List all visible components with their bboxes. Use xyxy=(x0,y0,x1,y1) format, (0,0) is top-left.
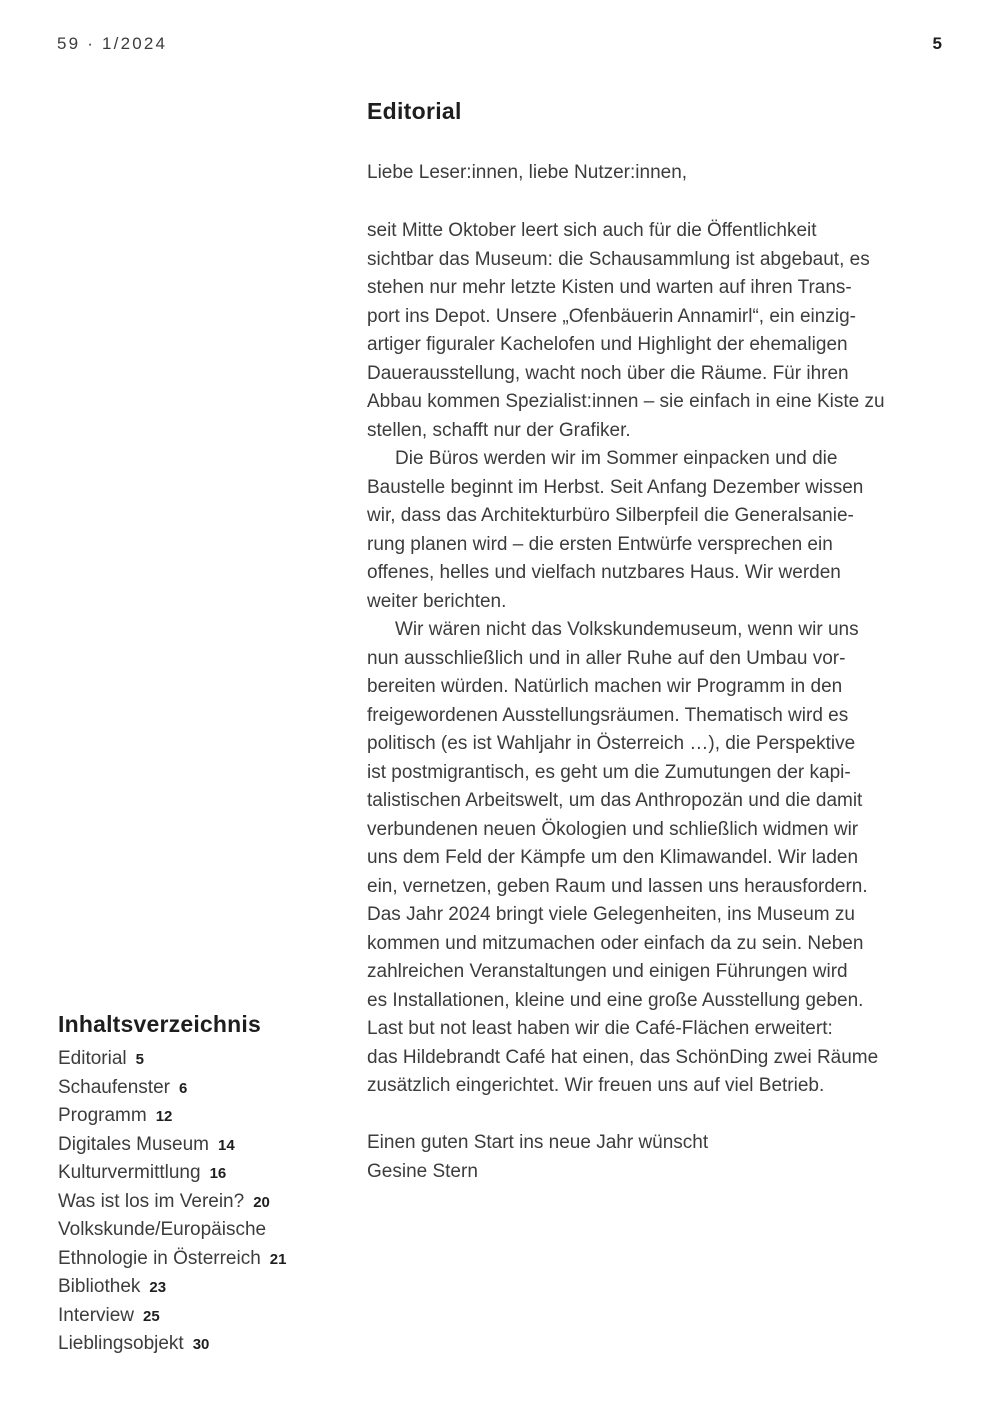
body-line: offenes, helles und vielfach nutzbares Haus. Wir werden xyxy=(367,562,841,583)
toc-item[interactable] xyxy=(58,1074,358,1103)
body-line: freigewordenen Ausstellungsräumen. Thematisch wird es xyxy=(367,704,849,726)
body-line: wir, dass das Architekturbüro Silberpfeil die Generalsanie- xyxy=(367,505,854,526)
issue-label: 59 · 1/2024 xyxy=(57,34,168,53)
toc-item[interactable] xyxy=(58,1245,358,1274)
body-line: ein, vernetzen, geben Raum und lassen uns herausfordern. xyxy=(367,875,868,897)
toc-item-page: 25 xyxy=(143,1307,160,1325)
body-line: Last but not least haben wir die Café-Flächen erweitert: xyxy=(367,1018,833,1039)
toc-item-label: Programm xyxy=(58,1105,147,1126)
body-line: bereiten würden. Natürlich machen wir Programm in den xyxy=(367,676,843,697)
body-line: Abbau kommen Spezialist:innen – sie einfach in eine Kiste zu xyxy=(367,391,885,412)
toc-item-page: 30 xyxy=(192,1336,210,1353)
body-line: Die Büros werden wir im Sommer einpacken und die xyxy=(395,448,838,469)
toc-item[interactable] xyxy=(58,1131,358,1160)
body-line: stehen nur mehr letzte Kisten und warten auf ihren Trans- xyxy=(367,277,852,298)
body-line: nun ausschließlich und in aller Ruhe auf den Umbau vor- xyxy=(367,647,846,669)
toc-item-label: Ethnologie in Österreich xyxy=(58,1247,261,1269)
body-line: Baustelle beginnt im Herbst. Seit Anfang Dezember wissen xyxy=(367,476,864,498)
body-line: zahlreichen Veranstaltungen und einigen Führungen wird xyxy=(367,961,848,982)
body-line: Wir wären nicht das Volkskundemuseum, wenn wir uns xyxy=(395,619,859,640)
body-line: Dauerausstellung, wacht noch über die Räume. Für ihren xyxy=(367,362,849,384)
body-line: rung planen wird – die ersten Entwürfe versprechen ein xyxy=(367,533,833,555)
closing-line: Gesine Stern xyxy=(367,1160,478,1182)
closing-block xyxy=(367,1129,708,1186)
toc-item-page: 6 xyxy=(178,1079,188,1097)
body-line: uns dem Feld der Kämpfe um den Klimawandel. Wir laden xyxy=(367,847,859,868)
body-line: Das Jahr 2024 bringt viele Gelegenheiten, ins Museum zu xyxy=(367,904,855,925)
body-line: weiter berichten. xyxy=(367,590,507,612)
toc-item[interactable] xyxy=(58,1273,358,1302)
body-line: stellen, schafft nur der Grafiker. xyxy=(367,419,631,441)
toc-item-label: Bibliothek xyxy=(58,1276,141,1297)
toc-item-label: Volkskunde/Europäische xyxy=(58,1219,267,1240)
page-number: 5 xyxy=(932,34,942,53)
body-line: das Hildebrandt Café hat einen, das SchönDing zwei Räume xyxy=(367,1046,879,1068)
closing-line: Einen guten Start ins neue Jahr wünscht xyxy=(367,1132,709,1153)
toc-item[interactable] xyxy=(58,1330,358,1359)
body-line: artiger figuraler Kachelofen und Highlight der ehemaligen xyxy=(367,334,848,355)
body-line: politisch (es ist Wahljahr in Österreich …), die Perspektive xyxy=(367,733,856,754)
body-line: verbundenen neuen Ökologien und schließlich widmen wir xyxy=(367,818,859,840)
body-line: es Installationen, kleine und eine große Ausstellung geben. xyxy=(367,989,864,1011)
toc-item-label: Schaufenster xyxy=(58,1076,170,1098)
toc-item-label: Was ist los im Verein? xyxy=(58,1190,245,1212)
toc-item-page: 5 xyxy=(135,1051,144,1068)
body-line: kommen und mitzumachen oder einfach da zu sein. Neben xyxy=(367,932,864,954)
toc-item[interactable] xyxy=(58,1102,358,1131)
body-line: zusätzlich eingerichtet. Wir freuen uns auf viel Betrieb. xyxy=(367,1075,825,1096)
toc-list xyxy=(58,1045,358,1359)
toc-item[interactable] xyxy=(58,1159,358,1188)
toc-item-label: Interview xyxy=(58,1304,135,1326)
editorial-title: Editorial xyxy=(367,98,462,124)
toc-item-page: 14 xyxy=(218,1136,235,1154)
toc-item[interactable] xyxy=(58,1302,358,1331)
toc-item-label: Lieblingsobjekt xyxy=(58,1333,184,1354)
editorial-body xyxy=(367,217,885,1101)
salutation-line: Liebe Leser:innen, liebe Nutzer:innen, xyxy=(367,162,688,183)
toc-item[interactable] xyxy=(58,1045,358,1074)
body-line: talistischen Arbeitswelt, um das Anthropozän und die damit xyxy=(367,790,863,811)
body-line: seit Mitte Oktober leert sich auch für die Öffentlichkeit xyxy=(367,220,817,241)
toc-item-label: Editorial xyxy=(58,1048,127,1069)
body-line: ist postmigrantisch, es geht um die Zumutungen der kapi- xyxy=(367,761,851,783)
toc-item[interactable] xyxy=(58,1188,358,1217)
toc-item-page: 23 xyxy=(149,1279,167,1296)
toc-item-page: 20 xyxy=(253,1193,270,1211)
table-of-contents xyxy=(58,1010,358,1359)
toc-item-page: 21 xyxy=(269,1250,287,1268)
toc-item-page: 16 xyxy=(209,1165,227,1182)
toc-item[interactable] xyxy=(58,1216,358,1245)
toc-item-label: Digitales Museum xyxy=(58,1133,209,1155)
toc-item-label: Kulturvermittlung xyxy=(58,1162,201,1183)
body-line: sichtbar das Museum: die Schausammlung ist abgebaut, es xyxy=(367,248,870,270)
toc-title: Inhaltsverzeichnis xyxy=(58,1011,262,1037)
toc-item-page: 12 xyxy=(155,1108,173,1125)
body-line: port ins Depot. Unsere „Ofenbäuerin Annamirl“, ein einzig- xyxy=(367,305,856,327)
